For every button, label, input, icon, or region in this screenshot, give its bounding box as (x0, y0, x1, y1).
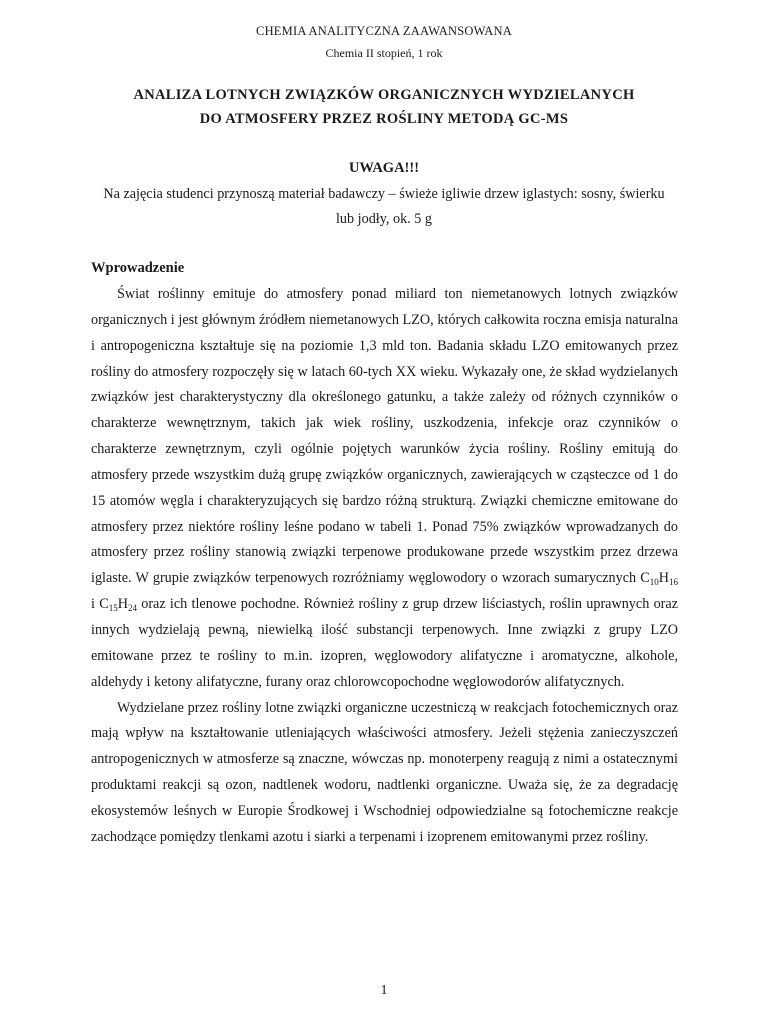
warning-heading: UWAGA!!! (348, 160, 420, 176)
formula-1-hydrogen: H (658, 570, 669, 587)
title-line-2: DO ATMOSFERY PRZEZ ROŚLINY METODĄ GC-MS (199, 111, 569, 127)
formula-c15h24 (99, 596, 137, 612)
formula-1-carbon-count: 10 (649, 577, 659, 588)
program-info: Chemia II stopień, 1 rok (325, 46, 443, 60)
formula-2-hydrogen: H (117, 596, 128, 613)
formula-1-carbon: C (640, 570, 650, 587)
section-heading: Wprowadzenie (91, 260, 185, 276)
formula-1-hydrogen-count: 16 (669, 577, 678, 588)
document-title (0, 83, 768, 131)
formula-2-hydrogen-count: 24 (127, 603, 137, 614)
paragraph-1-part-a: Świat roślinny emituje do atmosfery ponad miliard ton niemetanowych lotnych związków organicznych i jest głównym źródłem niemetanowych LZO, których całkowita roczna emisja naturalna i antropogeniczna kształtuje się na poziomie 1,3 mld ton. Badania składu LZO emitowanych przez rośliny do atmosfery rozpoczęły się w latach 60-tych XX wieku. Wykazały one, że skład wydzielanych związków jest charakterystyczny dla określonego gatunku, a także zależy od różnych czynników o charakterze wewnętrznym, takich jak wiek rośliny, uszkodzenia, infekcje oraz czynników o charakterze zewnętrznym, czyli ogólnie pojętych warunków życia rośliny. Rośliny emitują do atmosfery przede wszystkim dużą grupę związków organicznych, zawierających w cząsteczce od 1 do 15 atomów węgla i charakteryzujących się bardzo różną strukturą. Związki chemiczne emitowane do atmosfery przez niektóre rośliny leśne podano w tabeli 1. Ponad 75% związków wprowadzanych do atmosfery przez rośliny stanowią związki terpenowe produkowane przede wszystkim przez drzewa iglaste. W grupie związków terpenowych rozróżniamy węglowodory o wzorach sumarycznych (91, 286, 678, 587)
paragraph-1-part-b: oraz ich tlenowe pochodne. Również rośliny z grup drzew liściastych, roślin uprawnych oraz innych wydzielają pewną, niewielką ilość substancji terpenowych. Inne związki z grupy LZO emitowane przez te rośliny to m.in. izopren, węglowodory alifatyczne i aromatyczne, alkohole, aldehydy i ketony alifatyczne, furany oraz chlorowcopochodne węglowodorów alifatycznych. (91, 596, 678, 690)
paragraph-1-conjunction: i (91, 596, 100, 613)
paragraph-1 (91, 282, 678, 696)
section-body (91, 282, 678, 851)
course-title: CHEMIA ANALITYCZNA ZAAWANSOWANA (256, 24, 512, 38)
page-number: 1 (380, 983, 388, 998)
formula-c10h16 (640, 570, 678, 586)
paragraph-2: Wydzielane przez rośliny lotne związki organiczne uczestniczą w reakcjach fotochemicznych oraz mają wpływ na kształtowanie utleniających właściwości atmosfery. Jeżeli stężenia zanieczyszczeń antropogenicznych w atmosferze są znaczne, wówczas np. monoterpeny reagują z nimi a ostatecznymi produktami reakcji są ozon, nadtlenek wodoru, nadtlenki organiczne. Uważa się, że za degradację ekosystemów leśnych w Europie Środkowej i Wschodniej odpowiedzialne są fotochemiczne reakcje zachodzące pomiędzy tlenkami azotu i siarki a terpenami i izoprenem emitowanymi przez rośliny. (91, 699, 678, 845)
formula-2-carbon: C (99, 596, 109, 613)
formula-2-carbon-count: 15 (108, 603, 118, 614)
warning-text: Na zajęcia studenci przynoszą materiał badawczy – świeże igliwie drzew iglastych: sosny, świerku lub jodły, ok. 5 g (103, 186, 665, 227)
title-line-1: ANALIZA LOTNYCH ZWIĄZKÓW ORGANICZNYCH WYDZIELANYCH (133, 87, 635, 103)
